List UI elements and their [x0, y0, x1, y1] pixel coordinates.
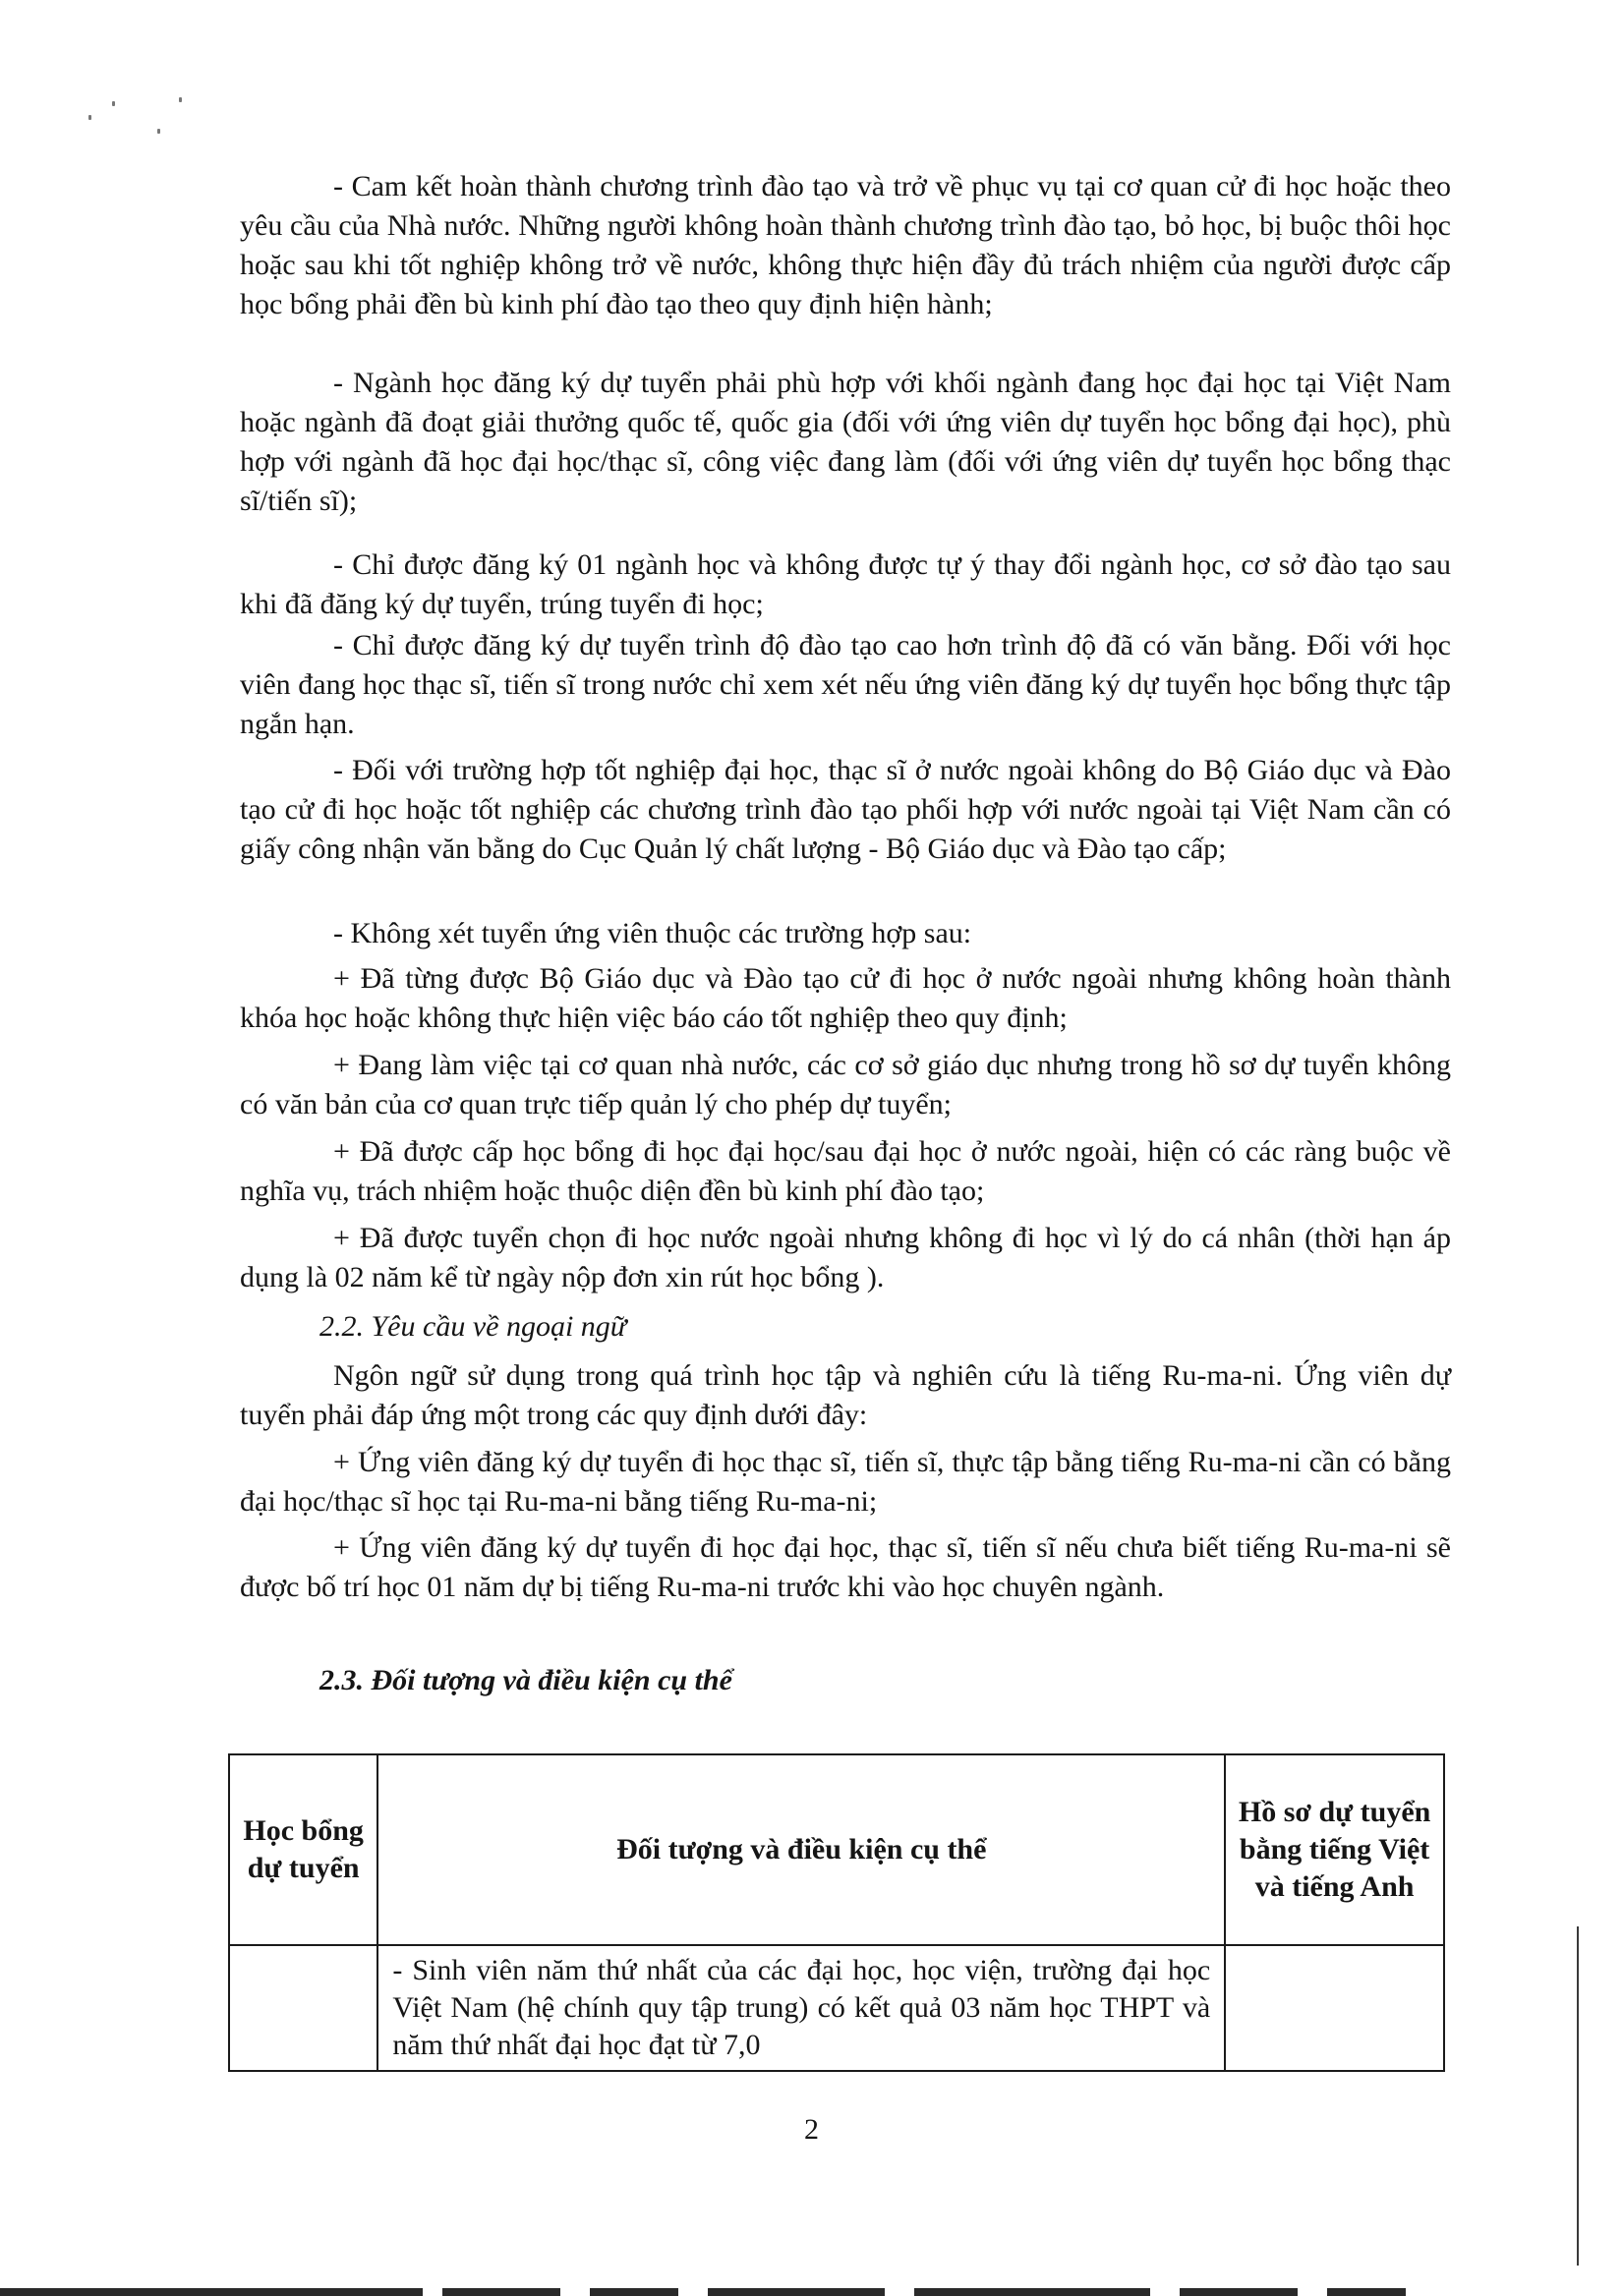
paragraph-language-rule-2: + Ứng viên đăng ký dự tuyển đi học đại học, thạc sĩ, tiến sĩ nếu chưa biết tiếng Ru-ma-ni sẽ được bố trí học 01 năm dự bị tiếng Ru-ma-ni trước khi vào học chuyên ngành. [240, 1531, 1451, 1603]
header-application-docs: Hồ sơ dự tuyển bằng tiếng Việt và tiếng Anh [1225, 1754, 1444, 1945]
table-cell-application-docs [1225, 1945, 1444, 2071]
table-header-row [229, 1754, 1444, 1945]
paragraph-single-major: - Chỉ được đăng ký 01 ngành học và không được tự ý thay đổi ngành học, cơ sở đào tạo sau khi đã đăng ký dự tuyển, trúng tuyển đi học; [240, 548, 1451, 620]
paragraph-exclusion-3: + Đã được cấp học bổng đi học đại học/sau đại học ở nước ngoài, hiện có các ràng buộc về nghĩa vụ, trách nhiệm hoặc thuộc diện đền bù kinh phí đào tạo; [240, 1135, 1451, 1207]
paragraph-exclusion-2: + Đang làm việc tại cơ quan nhà nước, các cơ sở giáo dục nhưng trong hồ sơ dự tuyển không có văn bản của cơ quan trực tiếp quản lý cho phép dự tuyển; [240, 1049, 1451, 1120]
paragraph-major-requirement: - Ngành học đăng ký dự tuyển phải phù hợp với khối ngành đang học đại học tại Việt Nam hoặc ngành đã đoạt giải thưởng quốc tế, quốc gia (đối với ứng viên dự tuyển học bổng đại học), phù hợp với ngành đã học đại học/thạc sĩ, công việc đang làm (đối với ứng viên dự tuyển học bổng thạc sĩ/tiến sĩ); [240, 367, 1451, 517]
paragraph-commitment: - Cam kết hoàn thành chương trình đào tạo và trở về phục vụ tại cơ quan cử đi học hoặc theo yêu cầu của Nhà nước. Những người không hoàn thành chương trình đào tạo, bỏ học, bị buộc thôi học hoặc sau khi tốt nghiệp không trở về nước, không thực hiện đầy đủ trách nhiệm của người được cấp học bổng phải đền bù kinh phí đào tạo theo quy định hiện hành; [240, 170, 1451, 320]
page-number: 2 [804, 2113, 819, 2146]
section-heading-2-2: 2.2. Yêu cầu về ngoại ngữ [319, 1310, 627, 1343]
scan-margin-line [1577, 1926, 1579, 2266]
scan-bottom-strip [0, 2288, 1623, 2296]
section-heading-2-3: 2.3. Đối tượng và điều kiện cụ thể [319, 1664, 732, 1696]
table-row [229, 1945, 1444, 2071]
paragraph-language-rule-1: + Ứng viên đăng ký dự tuyển đi học thạc sĩ, tiến sĩ, thực tập bằng tiếng Ru-ma-ni cần có bằng đại học/thạc sĩ học tại Ru-ma-ni bằng tiếng Ru-ma-ni; [240, 1446, 1451, 1518]
table-cell-scholarship [229, 1945, 377, 2071]
paragraph-foreign-degree: - Đối với trường hợp tốt nghiệp đại học, thạc sĩ ở nước ngoài không do Bộ Giáo dục và Đào tạo cử đi học hoặc tốt nghiệp các chương trình đào tạo phối hợp với nước ngoài tại Việt Nam cần có giấy công nhận văn bằng do Cục Quản lý chất lượng - Bộ Giáo dục và Đào tạo cấp; [240, 754, 1451, 865]
paragraph-exclusion-1: + Đã từng được Bộ Giáo dục và Đào tạo cử đi học ở nước ngoài nhưng không hoàn thành khóa học hoặc không thực hiện việc báo cáo tốt nghiệp theo quy định; [240, 962, 1451, 1034]
paragraph-exclusion-4: + Đã được tuyển chọn đi học nước ngoài nhưng không đi học vì lý do cá nhân (thời hạn áp dụng là 02 năm kể từ ngày nộp đơn xin rút học bổng ). [240, 1222, 1451, 1293]
paragraph-language-intro: Ngôn ngữ sử dụng trong quá trình học tập và nghiên cứu là tiếng Ru-ma-ni. Ứng viên dự tuyển phải đáp ứng một trong các quy định dưới đây: [240, 1359, 1451, 1431]
scan-artifact-marks [88, 93, 197, 133]
conditions-table [228, 1753, 1445, 2072]
table-cell-conditions: - Sinh viên năm thứ nhất của các đại học, học viện, trường đại học Việt Nam (hệ chính quy tập trung) có kết quả 03 năm học THPT và năm thứ nhất đại học đạt từ 7,0 [377, 1945, 1225, 2071]
header-scholarship: Học bổng dự tuyển [229, 1754, 377, 1945]
paragraph-higher-level: - Chỉ được đăng ký dự tuyển trình độ đào tạo cao hơn trình độ đã có văn bằng. Đối với học viên đang học thạc sĩ, tiến sĩ trong nước chỉ xem xét nếu ứng viên đăng ký dự tuyển học bổng thực tập ngắn hạn. [240, 629, 1451, 740]
paragraph-exclusions-intro: - Không xét tuyển ứng viên thuộc các trường hợp sau: [333, 917, 972, 949]
header-conditions: Đối tượng và điều kiện cụ thể [377, 1754, 1225, 1945]
